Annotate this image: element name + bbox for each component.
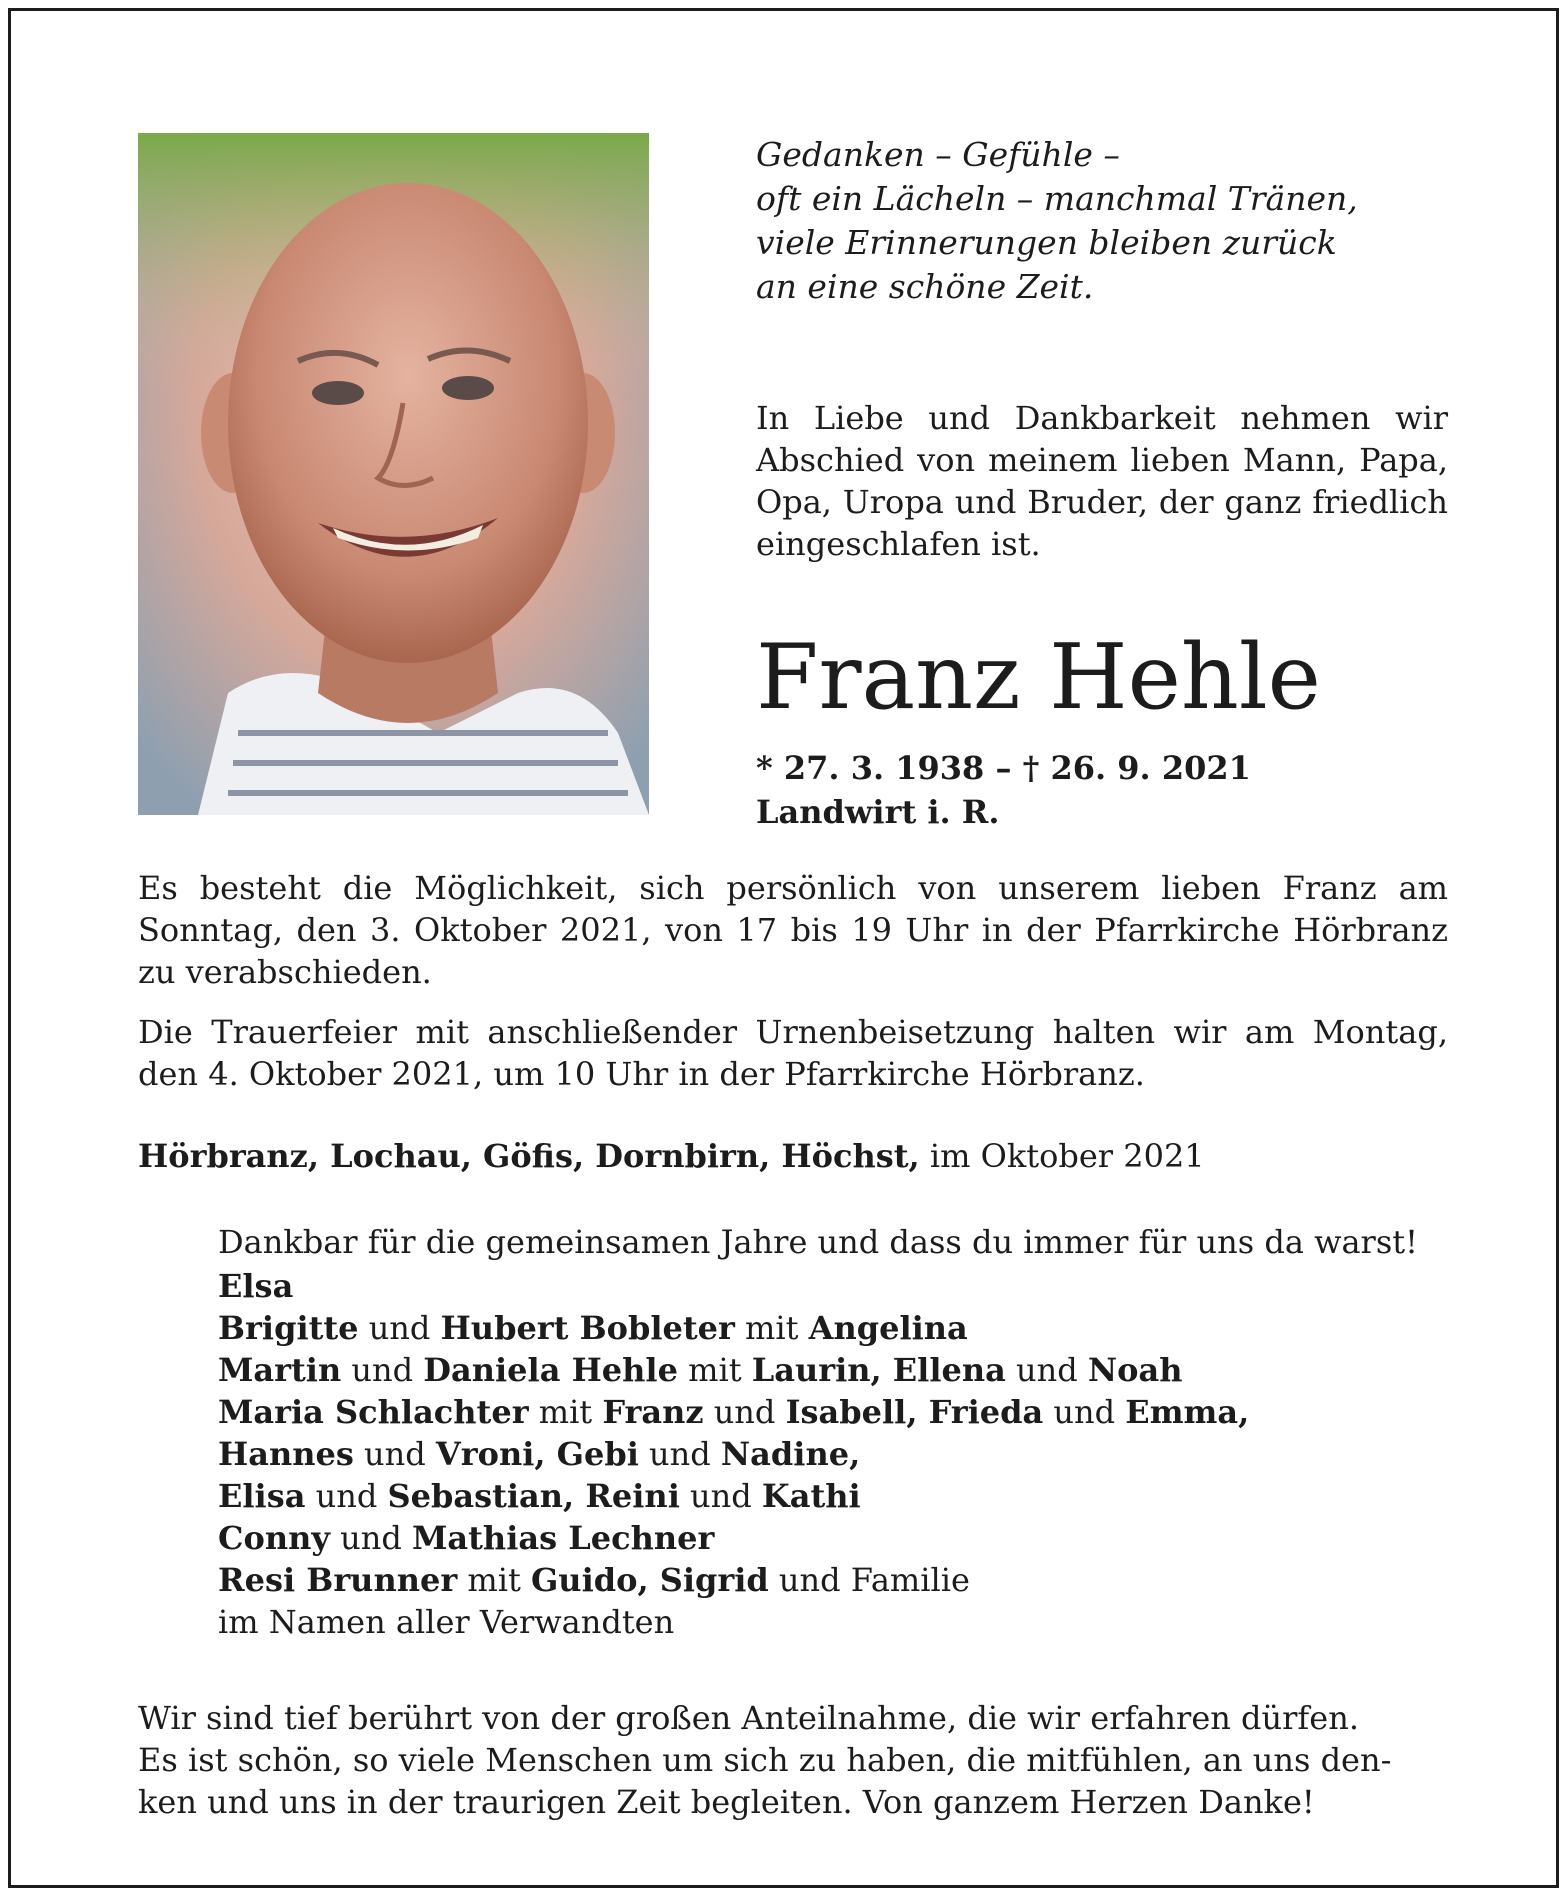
family-line: [218, 1307, 1249, 1349]
family-name: Daniela Hehle: [423, 1351, 678, 1389]
family-line: [218, 1391, 1249, 1433]
occupation: Landwirt i. R.: [756, 793, 1000, 831]
poem-line: an eine schöne Zeit.: [756, 267, 1094, 306]
family-connector: mit: [528, 1393, 603, 1431]
farewell-info: Es besteht die Möglichkeit, sich persönlich von unserem lieben Franz am Sonntag, den 3. Oktober 2021, von 17 bis 19 Uhr in der Pfarrkirche Hörbranz zu verabschieden.: [138, 869, 1448, 991]
thanks-text: [138, 1697, 1448, 1823]
family-connector: und: [1005, 1351, 1088, 1389]
family-connector: und: [703, 1393, 786, 1431]
family-connector: im Namen aller Verwandten: [218, 1603, 675, 1641]
life-dates: * 27. 3. 1938 – † 26. 9. 2021: [756, 749, 1251, 787]
family-line: [218, 1433, 1249, 1475]
places-date: [138, 1135, 1205, 1177]
family-list: [218, 1265, 1249, 1643]
family-connector: und: [1043, 1393, 1126, 1431]
family-name: Elisa: [218, 1477, 306, 1515]
family-line: [218, 1349, 1249, 1391]
thanks-line: ken und uns in der traurigen Zeit begleiten. Von ganzem Herzen Danke!: [138, 1783, 1315, 1821]
family-name: Franz: [602, 1393, 704, 1431]
gratitude-line: Dankbar für die gemeinsamen Jahre und dass du immer für uns da warst!: [218, 1223, 1418, 1261]
family-name: Kathi: [761, 1477, 861, 1515]
family-name: Hubert Bobleter: [440, 1309, 735, 1347]
places-month: im Oktober 2021: [919, 1137, 1205, 1175]
family-name: Guido, Sigrid: [530, 1561, 769, 1599]
places-towns: Hörbranz, Lochau, Göfis, Dornbirn, Höchst,: [138, 1137, 920, 1175]
intro-text: In Liebe und Dankbarkeit nehmen wir Abschied von meinem lieben Mann, Papa, Opa, Uropa und Bruder, der ganz friedlich eingeschlafen ist.: [756, 399, 1448, 563]
family-connector: mit: [677, 1351, 752, 1389]
family-connector: mit: [457, 1561, 531, 1599]
thanks-line: Es ist schön, so viele Menschen um sich zu haben, die mitfühlen, an uns den-: [138, 1741, 1392, 1779]
family-name: Vroni, Gebi: [435, 1435, 639, 1473]
family-line: [218, 1475, 1249, 1517]
family-name: Emma,: [1125, 1393, 1250, 1431]
family-name: Elsa: [218, 1267, 294, 1305]
family-connector: und Familie: [768, 1561, 970, 1599]
family-connector: mit: [734, 1309, 809, 1347]
family-name: Mathias Lechner: [411, 1519, 715, 1557]
deceased-name: Franz Hehle: [756, 625, 1321, 730]
thanks-line: Wir sind tief berührt von der großen Anteilnahme, die wir erfahren dürfen.: [138, 1699, 1359, 1737]
family-name: Brigitte: [218, 1309, 359, 1347]
family-name: Isabell, Frieda: [785, 1393, 1044, 1431]
family-name: Angelina: [808, 1309, 968, 1347]
family-name: Resi Brunner: [218, 1561, 458, 1599]
family-name: Maria Schlachter: [218, 1393, 529, 1431]
family-name: Nadine,: [720, 1435, 861, 1473]
family-line: [218, 1601, 1249, 1643]
family-line: [218, 1265, 1249, 1307]
family-name: Sebastian, Reini: [387, 1477, 680, 1515]
portrait-photo: [138, 133, 649, 815]
family-connector: und: [358, 1309, 441, 1347]
family-connector: und: [679, 1477, 762, 1515]
family-connector: und: [329, 1519, 412, 1557]
family-connector: und: [353, 1435, 436, 1473]
poem-line: oft ein Lächeln – manchmal Tränen,: [756, 179, 1358, 218]
funeral-info: Die Trauerfeier mit anschließender Urnenbeisetzung halten wir am Montag, den 4. Oktober 2021, um 10 Uhr in der Pfarrkirche Hörbranz.: [138, 1013, 1448, 1093]
family-line: [218, 1559, 1249, 1601]
poem-line: Gedanken – Gefühle –: [756, 135, 1120, 174]
obituary-page: [8, 8, 1559, 1888]
family-name: Hannes: [218, 1435, 354, 1473]
family-name: Noah: [1087, 1351, 1183, 1389]
family-name: Conny: [218, 1519, 330, 1557]
poem-line: viele Erinnerungen bleiben zurück: [756, 223, 1337, 262]
family-line: [218, 1517, 1249, 1559]
family-connector: und: [341, 1351, 424, 1389]
family-connector: und: [305, 1477, 388, 1515]
portrait-illustration: [138, 133, 649, 815]
family-connector: und: [638, 1435, 721, 1473]
family-name: Martin: [218, 1351, 342, 1389]
poem: [756, 133, 1476, 309]
family-name: Laurin, Ellena: [751, 1351, 1006, 1389]
